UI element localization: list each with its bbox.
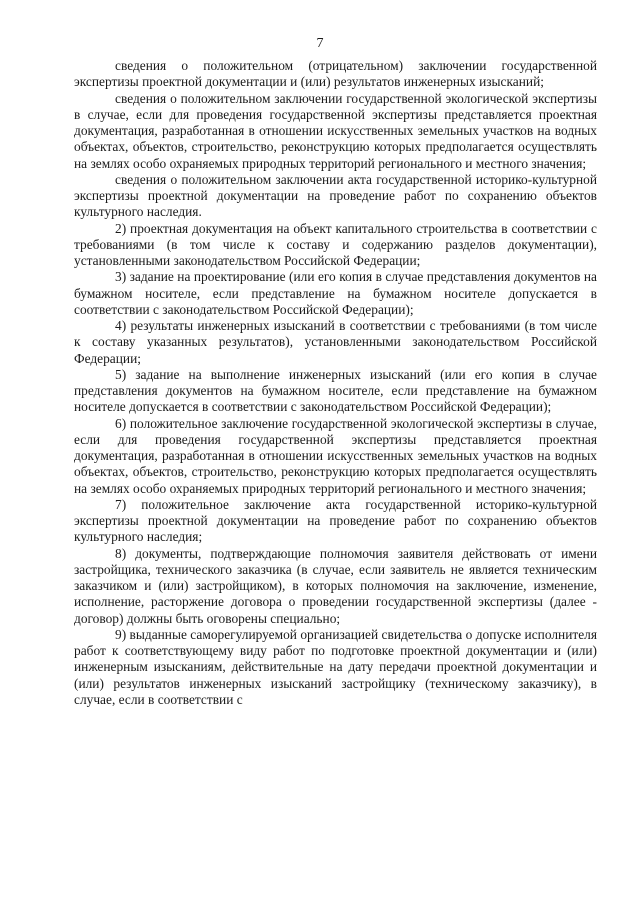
paragraph-item-2: 2) проектная документация на объект капитального строительства в соответствии с требованиями (в том числе к составу и содержанию разделов документации), установленными законодательством Российской Федерации;	[74, 220, 597, 268]
paragraph-item-3: 3) задание на проектирование (или его копия в случае представления документов на бумажном носителе, если представление на бумажном носителе допускается в соответствии с законодательством Российской Федерации);	[74, 269, 597, 317]
paragraph-info-ecological-expertise: сведения о положительном заключении государственной экологической экспертизы в случае, если для проведения государственной экспертизы представляется проектная документация, разработанная в отношении искусственных земельных участков на водных объектах, объектов, строительство, реконструкцию которых предполагается осуществлять на землях особо охраняемых природных территорий регионального и местного значения;	[74, 90, 597, 171]
paragraph-item-4: 4) результаты инженерных изысканий в соответствии с требованиями (в том числе к составу указанных результатов), установленными законодательством Российской Федерации;	[74, 318, 597, 366]
paragraph-item-8: 8) документы, подтверждающие полномочия заявителя действовать от имени застройщика, технического заказчика (в случае, если заявитель не является техническим заказчиком и (или) застройщиком), в которых полномочия на заключение, изменение, исполнение, расторжение договора о проведении государственной экспертизы (далее - договор) должны быть оговорены специально;	[74, 545, 597, 626]
paragraph-item-9: 9) выданные саморегулируемой организацией свидетельства о допуске исполнителя работ к соответствующему виду работ по подготовке проектной документации и (или) инженерным изысканиям, действительные на дату передачи проектной документации и (или) результатов инженерных изысканий застройщику (техническому заказчику), в случае, если в соответствии с	[74, 626, 597, 707]
page-number: 7	[316, 36, 324, 51]
paragraph-info-cultural-expertise: сведения о положительном заключении акта государственной историко-культурной экспертизы проектной документации на проведение работ по сохранению объектов культурного наследия.	[74, 171, 597, 220]
document-body	[74, 58, 597, 708]
paragraph-item-5: 5) задание на выполнение инженерных изысканий (или его копия в случае представления документов на бумажном носителе, если представление на бумажном носителе допускается в соответствии с законодательством Российской Федерации);	[74, 366, 597, 415]
paragraph-item-6: 6) положительное заключение государственной экологической экспертизы в случае, если для проведения государственной экспертизы представляется проектная документация, разработанная в отношении искусственных земельных участков на водных объектах, объектов, строительство, реконструкцию которых предполагается осуществлять на землях особо охраняемых природных территорий регионального и местного значения;	[74, 415, 597, 496]
paragraph-info-state-expertise: сведения о положительном (отрицательном) заключении государственной экспертизы проектной документации и (или) результатов инженерных изысканий;	[74, 58, 597, 90]
paragraph-item-7: 7) положительное заключение акта государственной историко-культурной экспертизы проектной документации на проведение работ по сохранению объектов культурного наследия;	[74, 496, 597, 545]
